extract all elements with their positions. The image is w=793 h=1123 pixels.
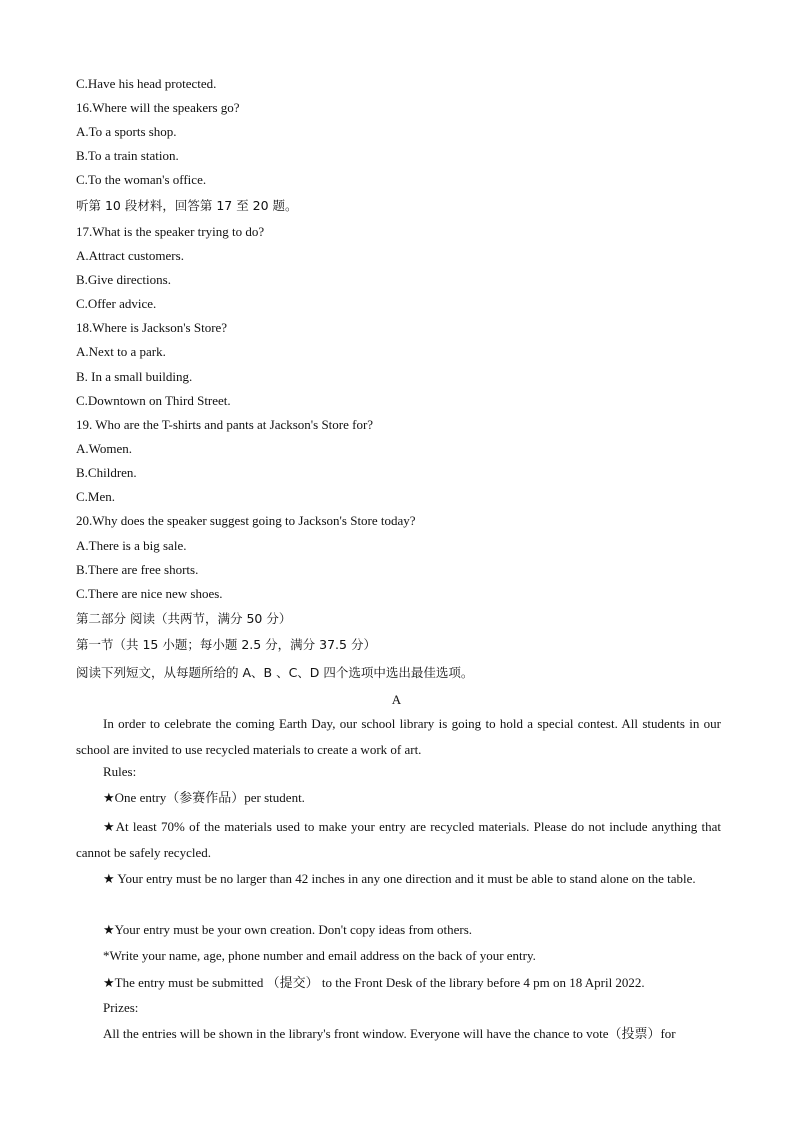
rule-3: ★ Your entry must be no larger than 42 inches in any one direction and it must be able to stand alone on the table.	[103, 871, 696, 886]
question-20-option-b: B.There are free shorts.	[76, 562, 199, 577]
question-19-option-b: B.Children.	[76, 465, 137, 480]
question-17-option-b: B.Give directions.	[76, 272, 171, 287]
question-15-option-c: C.Have his head protected.	[76, 76, 217, 91]
rule-4: ★Your entry must be your own creation. Don't copy ideas from others.	[103, 922, 473, 937]
question-19-option-a: A.Women.	[76, 441, 132, 456]
prizes-label: Prizes:	[103, 1000, 139, 1015]
question-16-option-c: C.To the woman's office.	[76, 172, 207, 187]
reading-instructions: 阅读下列短文，从每题所给的 A、B 、C、D 四个选项中选出最佳选项。	[76, 665, 474, 680]
question-20-option-a: A.There is a big sale.	[76, 538, 187, 553]
question-18-option-b: B. In a small building.	[76, 369, 193, 384]
question-18: 18.Where is Jackson's Store?	[76, 320, 228, 335]
question-19-option-c: C.Men.	[76, 489, 115, 504]
question-17-option-a: A.Attract customers.	[76, 248, 184, 263]
rule-5: *Write your name, age, phone number and email address on the back of your entry.	[103, 948, 536, 963]
question-20-option-c: C.There are nice new shoes.	[76, 586, 223, 601]
question-19: 19. Who are the T-shirts and pants at Jackson's Store for?	[76, 417, 374, 432]
question-17: 17.What is the speaker trying to do?	[76, 224, 265, 239]
question-20: 20.Why does the speaker suggest going to Jackson's Store today?	[76, 513, 416, 528]
rules-label: Rules:	[103, 764, 137, 779]
passage-intro: In order to celebrate the coming Earth Day, our school library is going to hold a special contest. All students in our school are invited to use recycled materials to create a work of art.	[76, 716, 721, 757]
prizes-text: All the entries will be shown in the library's front window. Everyone will have the chance to vote（投票）for	[103, 1026, 676, 1041]
question-16-option-a: A.To a sports shop.	[76, 124, 177, 139]
question-18-option-c: C.Downtown on Third Street.	[76, 393, 231, 408]
question-18-option-a: A.Next to a park.	[76, 344, 166, 359]
section-10-heading: 听第 10 段材料，回答第 17 至 20 题。	[76, 198, 298, 213]
question-16-option-b: B.To a train station.	[76, 148, 179, 163]
section-1-heading: 第一节（共 15 小题；每小题 2.5 分，满分 37.5 分）	[76, 637, 376, 652]
rule-1: ★One entry（参赛作品）per student.	[103, 790, 305, 805]
part-2-heading: 第二部分 阅读（共两节，满分 50 分）	[76, 611, 292, 626]
rule-2: ★At least 70% of the materials used to make your entry are recycled materials. Please do not include anything that cannot be safely recycled.	[76, 819, 721, 860]
rule-6: ★The entry must be submitted （提交） to the Front Desk of the library before 4 pm on 18 April 2022.	[103, 975, 645, 990]
passage-label: A	[391, 692, 402, 707]
question-16: 16.Where will the speakers go?	[76, 100, 240, 115]
question-17-option-c: C.Offer advice.	[76, 296, 157, 311]
